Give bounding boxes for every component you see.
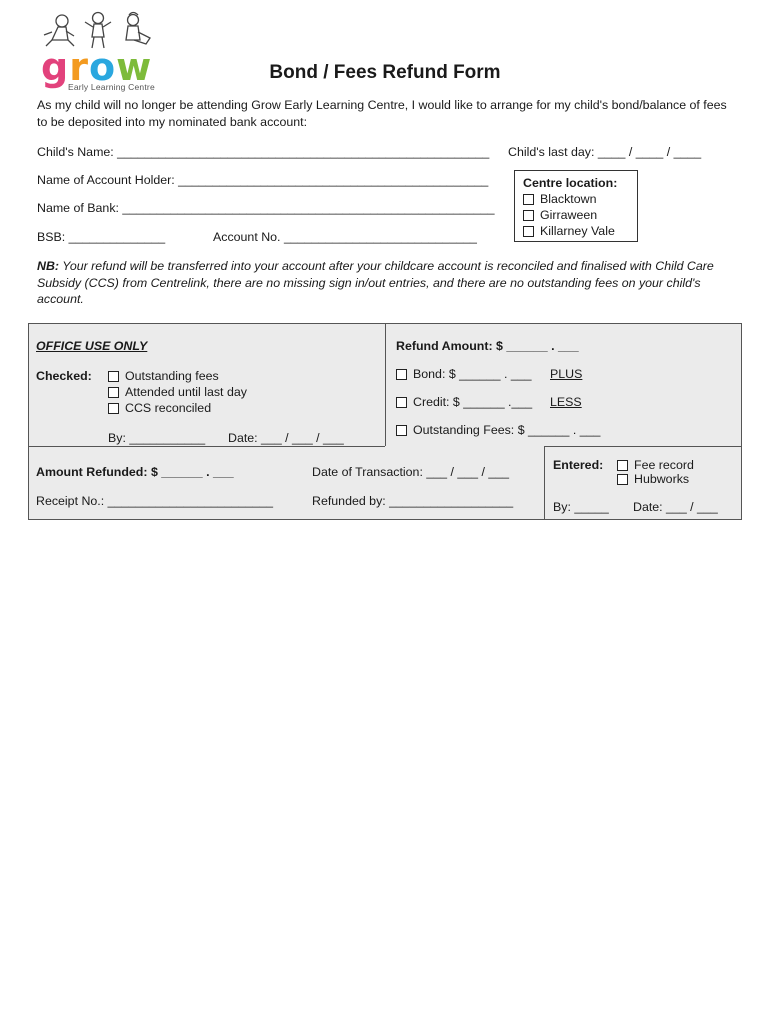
checkbox-icon[interactable]	[108, 403, 119, 414]
credit-field[interactable]: Credit: $ ______ .___	[396, 395, 532, 409]
office-divider	[544, 446, 742, 447]
outstanding-fees-field[interactable]: Outstanding Fees: $ ______ . ___	[396, 423, 600, 437]
centre-option-girraween[interactable]: Girraween	[523, 207, 637, 223]
check-outstanding-fees[interactable]: Outstanding fees	[108, 369, 219, 383]
logo-letter: g	[41, 45, 70, 89]
checkbox-icon[interactable]	[617, 474, 628, 485]
less-label: LESS	[550, 395, 582, 409]
office-use-heading: OFFICE USE ONLY	[36, 339, 148, 353]
centre-option-blacktown[interactable]: Blacktown	[523, 191, 637, 207]
nb-text: Your refund will be transferred into your account after your childcare account is reconciled and finalised with Child Care Subsidy (CCS) from Centrelink, there are no missing sign in/out entries, and there are no outstanding fees on your child's account.	[37, 259, 714, 306]
date-of-transaction-field[interactable]: Date of Transaction: ___ / ___ / ___	[312, 465, 510, 479]
office-use-panel	[28, 323, 742, 520]
amount-refunded-field[interactable]: Amount Refunded: $ ______ . ___	[36, 465, 234, 479]
logo-letter: w	[116, 45, 153, 89]
logo-letter: o	[88, 45, 117, 89]
checkbox-icon[interactable]	[108, 387, 119, 398]
bsb-field[interactable]: BSB: ______________	[37, 230, 166, 244]
child-last-day-field[interactable]: Child's last day: ____ / ____ / ____	[508, 145, 702, 159]
checked-label: Checked:	[36, 369, 92, 383]
checked-by-field[interactable]: By: ___________	[108, 431, 206, 445]
bank-name-field[interactable]: Name of Bank: ______________________________________________________	[37, 201, 495, 215]
entered-label: Entered:	[553, 458, 604, 472]
office-divider	[29, 446, 385, 447]
refund-amount-field[interactable]: Refund Amount: $ ______ . ___	[396, 339, 579, 353]
logo-subtitle: Early Learning Centre	[68, 82, 155, 92]
refunded-by-field[interactable]: Refunded by: __________________	[312, 494, 514, 508]
entered-fee-record[interactable]: Fee record	[617, 458, 694, 472]
checkbox-icon[interactable]	[396, 397, 407, 408]
children-illustration-icon	[38, 10, 163, 50]
checkbox-icon[interactable]	[523, 210, 534, 221]
check-ccs-reconciled[interactable]: CCS reconciled	[108, 401, 211, 415]
checkbox-icon[interactable]	[523, 226, 534, 237]
account-holder-field[interactable]: Name of Account Holder: _____________________________________________	[37, 173, 489, 187]
nb-note	[37, 258, 737, 308]
bond-field[interactable]: Bond: $ ______ . ___	[396, 367, 532, 381]
centre-location-heading: Centre location:	[523, 176, 618, 190]
checkbox-icon[interactable]	[396, 425, 407, 436]
entered-date-field[interactable]: Date: ___ / ___	[633, 500, 718, 514]
centre-option-killarney-vale[interactable]: Killarney Vale	[523, 223, 637, 239]
office-divider	[544, 446, 545, 520]
centre-location-box	[514, 170, 638, 242]
entered-hubworks[interactable]: Hubworks	[617, 472, 689, 486]
checkbox-icon[interactable]	[396, 369, 407, 380]
logo-letter: r	[69, 45, 89, 89]
check-attended-last-day[interactable]: Attended until last day	[108, 385, 247, 399]
checkbox-icon[interactable]	[617, 460, 628, 471]
entered-by-field[interactable]: By: _____	[553, 500, 609, 514]
checked-date-field[interactable]: Date: ___ / ___ / ___	[228, 431, 344, 445]
plus-label: PLUS	[550, 367, 583, 381]
form-title: Bond / Fees Refund Form	[269, 62, 501, 83]
intro-paragraph: As my child will no longer be attending Grow Early Learning Centre, I would like to arrange for my child's bond/balance of fees to be deposited into my nominated bank account:	[37, 98, 727, 129]
account-number-field[interactable]: Account No. ____________________________	[213, 230, 477, 244]
checkbox-icon[interactable]	[523, 194, 534, 205]
checkbox-icon[interactable]	[108, 371, 119, 382]
office-divider	[385, 324, 386, 446]
nb-label: NB:	[37, 259, 60, 273]
child-name-field[interactable]: Child's Name: ______________________________________________________	[37, 145, 490, 159]
receipt-number-field[interactable]: Receipt No.: ________________________	[36, 494, 274, 508]
